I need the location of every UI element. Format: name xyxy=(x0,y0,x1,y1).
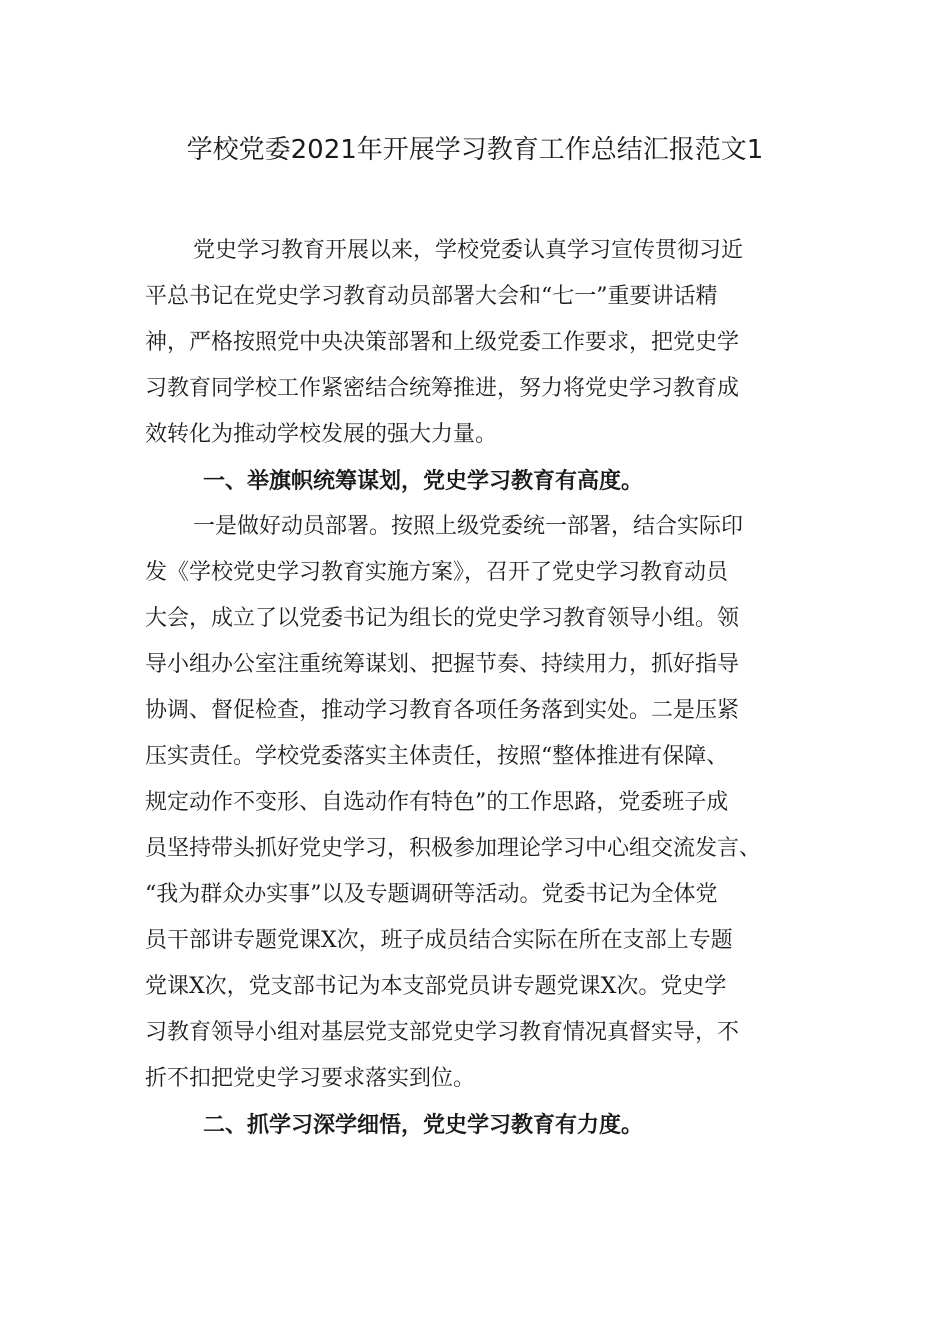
section-heading-2 xyxy=(145,1102,817,1148)
section-1-paragraph xyxy=(145,504,817,1102)
text-line: 一是做好动员部署。按照上级党委统一部署，结合实际印 xyxy=(193,514,744,539)
text-line: 党史学习教育开展以来，学校党委认真学习宣传贯彻习近 xyxy=(193,238,744,263)
document-body xyxy=(145,228,817,1148)
text-line: 协调、督促检查，推动学习教育各项任务落到实处。二是压紧 xyxy=(145,698,740,723)
text-line: 压实责任。学校党委落实主体责任，按照“整体推进有保障、 xyxy=(145,744,729,769)
intro-paragraph xyxy=(145,228,817,458)
section-heading: 一、举旗帜统筹谋划，党史学习教育有高度。 xyxy=(203,468,644,494)
text-line: 习教育同学校工作紧密结合统筹推进，努力将党史学习教育成 xyxy=(145,376,740,401)
text-line: 党课X次，党支部书记为本支部党员讲专题党课X次。党史学 xyxy=(145,974,727,999)
document-title: 学校党委2021年开展学习教育工作总结汇报范文1 xyxy=(186,135,764,165)
text-line: 习教育领导小组对基层党支部党史学习教育情况真督实导，不 xyxy=(145,1020,740,1045)
text-line: 神，严格按照党中央决策部署和上级党委工作要求，把党史学 xyxy=(145,330,740,355)
text-line: 员干部讲专题党课X次，班子成员结合实际在所在支部上专题 xyxy=(145,928,733,953)
text-line: 发《学校党史学习教育实施方案》，召开了党史学习教育动员 xyxy=(145,560,729,585)
section-heading: 二、抓学习深学细悟，党史学习教育有力度。 xyxy=(203,1112,644,1138)
text-line: 规定动作不变形、自选动作有特色”的工作思路，党委班子成 xyxy=(145,790,729,815)
text-line: 导小组办公室注重统筹谋划、把握节奏、持续用力，抓好指导 xyxy=(145,652,740,677)
text-line: 折不扣把党史学习要求落实到位。 xyxy=(145,1066,476,1091)
text-line: 员坚持带头抓好党史学习，积极参加理论学习中心组交流发言、 xyxy=(145,836,762,861)
text-line: “我为群众办实事”以及专题调研等活动。党委书记为全体党 xyxy=(145,882,718,907)
text-line: 大会，成立了以党委书记为组长的党史学习教育领导小组。领 xyxy=(145,606,740,631)
text-line: 平总书记在党史学习教育动员部署大会和“七一”重要讲话精 xyxy=(145,284,718,309)
text-line: 效转化为推动学校发展的强大力量。 xyxy=(145,422,498,447)
section-heading-1 xyxy=(145,458,817,504)
